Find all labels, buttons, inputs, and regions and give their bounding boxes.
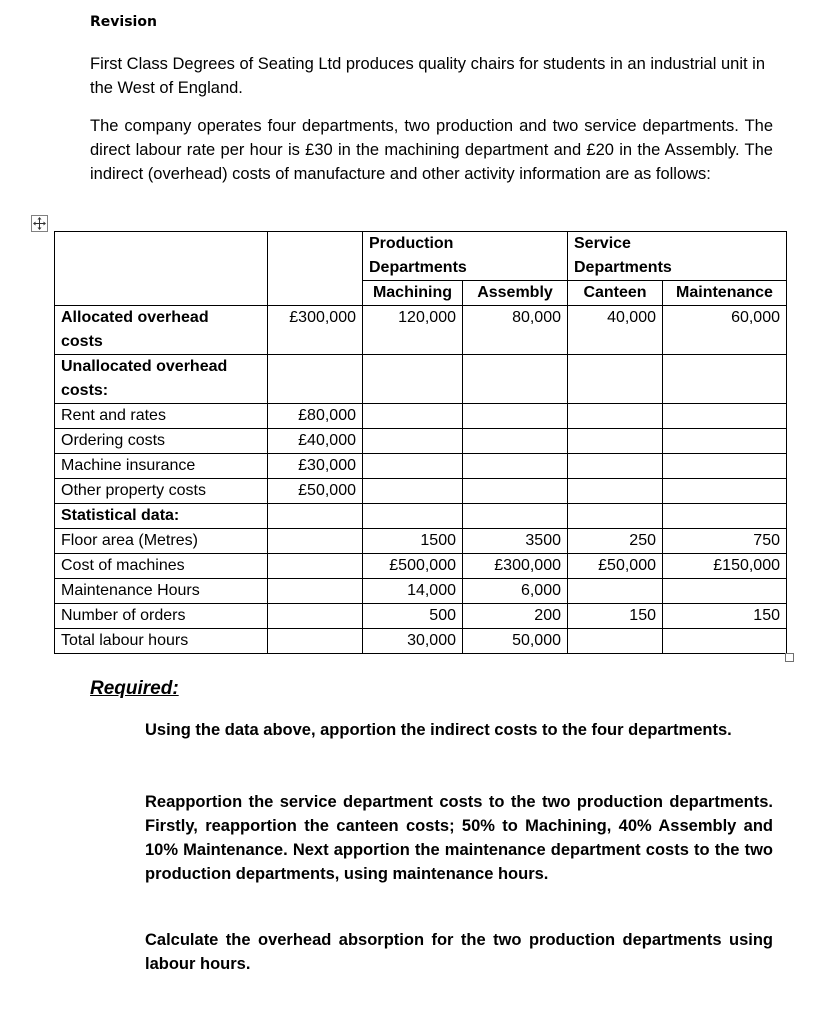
- cost-total: £50,000: [268, 479, 363, 504]
- production-group-line1: Production: [369, 235, 454, 252]
- stat-machining: 30,000: [363, 629, 463, 654]
- stat-machining: £500,000: [363, 554, 463, 579]
- row-label-unallocated-cont: costs:: [55, 379, 268, 404]
- requirement-2: Reapportion the service department costs to the two production departments. Firstly, reapportion the canteen costs; 50% to Machining, 40% Assembly and 10% Maintenance. Next apportion the maintenance department costs to the two production departments, using maintenance hours.: [145, 793, 773, 883]
- row-label: Other property costs: [55, 479, 268, 504]
- allocated-machining: 120,000: [363, 306, 463, 331]
- stat-assembly: £300,000: [463, 554, 568, 579]
- stat-assembly: 50,000: [463, 629, 568, 654]
- stat-assembly: 200: [463, 604, 568, 629]
- col-header-machining: Machining: [363, 281, 463, 306]
- row-label: Ordering costs: [55, 429, 268, 454]
- stat-machining: 1500: [363, 529, 463, 554]
- table-row: [55, 454, 787, 479]
- production-group-line2: Departments: [369, 259, 467, 276]
- requirement-3: Calculate the overhead absorption for the two production departments using labour hours.: [145, 931, 773, 973]
- row-label: Floor area (Metres): [55, 529, 268, 554]
- overhead-data-table: [54, 231, 787, 654]
- table-resize-handle[interactable]: [785, 653, 794, 662]
- stat-maintenance: £150,000: [663, 554, 787, 579]
- stat-machining: 14,000: [363, 579, 463, 604]
- description-paragraph: The company operates four departments, two production and two service departments. The direct labour rate per hour is £30 in the machining department and £20 in the Assembly. The indirect (overhead) costs of manufacture and other activity information are as follows:: [90, 117, 773, 183]
- intro-paragraph: First Class Degrees of Seating Ltd produces quality chairs for students in an industrial unit in the West of England.: [90, 55, 766, 97]
- stat-canteen: 250: [568, 529, 663, 554]
- table-row: [55, 429, 787, 454]
- heading: Revision: [90, 14, 157, 30]
- col-header-canteen: Canteen: [568, 281, 663, 306]
- col-header-maintenance: Maintenance: [663, 281, 787, 306]
- table-row: [55, 404, 787, 429]
- row-label-statistical: Statistical data:: [55, 504, 268, 529]
- service-group-line2: Departments: [574, 259, 672, 276]
- table-row: [55, 529, 787, 554]
- row-label-unallocated: Unallocated overhead: [55, 355, 268, 380]
- required-title: Required:: [90, 678, 179, 699]
- stat-maintenance: 750: [663, 529, 787, 554]
- stat-maintenance: [663, 629, 787, 654]
- row-label-allocated: Allocated overhead: [55, 306, 268, 331]
- cost-total: £30,000: [268, 454, 363, 479]
- requirement-1: Using the data above, apportion the indirect costs to the four departments.: [145, 721, 732, 739]
- stat-machining: 500: [363, 604, 463, 629]
- allocated-canteen: 40,000: [568, 306, 663, 331]
- row-label: Rent and rates: [55, 404, 268, 429]
- table-move-handle-icon[interactable]: [31, 215, 48, 232]
- table-row: [55, 629, 787, 654]
- stat-canteen: [568, 579, 663, 604]
- stat-canteen: [568, 629, 663, 654]
- stat-assembly: 3500: [463, 529, 568, 554]
- row-label: Number of orders: [55, 604, 268, 629]
- allocated-total: £300,000: [268, 306, 363, 331]
- row-label: Cost of machines: [55, 554, 268, 579]
- allocated-assembly: 80,000: [463, 306, 568, 331]
- table-row: [55, 604, 787, 629]
- cost-total: £80,000: [268, 404, 363, 429]
- table-row: [55, 579, 787, 604]
- stat-maintenance: 150: [663, 604, 787, 629]
- row-label: Machine insurance: [55, 454, 268, 479]
- row-label: Maintenance Hours: [55, 579, 268, 604]
- row-label-allocated-cont: costs: [55, 330, 268, 355]
- row-label: Total labour hours: [55, 629, 268, 654]
- stat-assembly: 6,000: [463, 579, 568, 604]
- col-header-assembly: Assembly: [463, 281, 568, 306]
- stat-canteen: £50,000: [568, 554, 663, 579]
- stat-canteen: 150: [568, 604, 663, 629]
- table-row: [55, 479, 787, 504]
- table-row: [55, 554, 787, 579]
- allocated-maintenance: 60,000: [663, 306, 787, 331]
- stat-maintenance: [663, 579, 787, 604]
- cost-total: £40,000: [268, 429, 363, 454]
- service-group-line1: Service: [574, 235, 631, 252]
